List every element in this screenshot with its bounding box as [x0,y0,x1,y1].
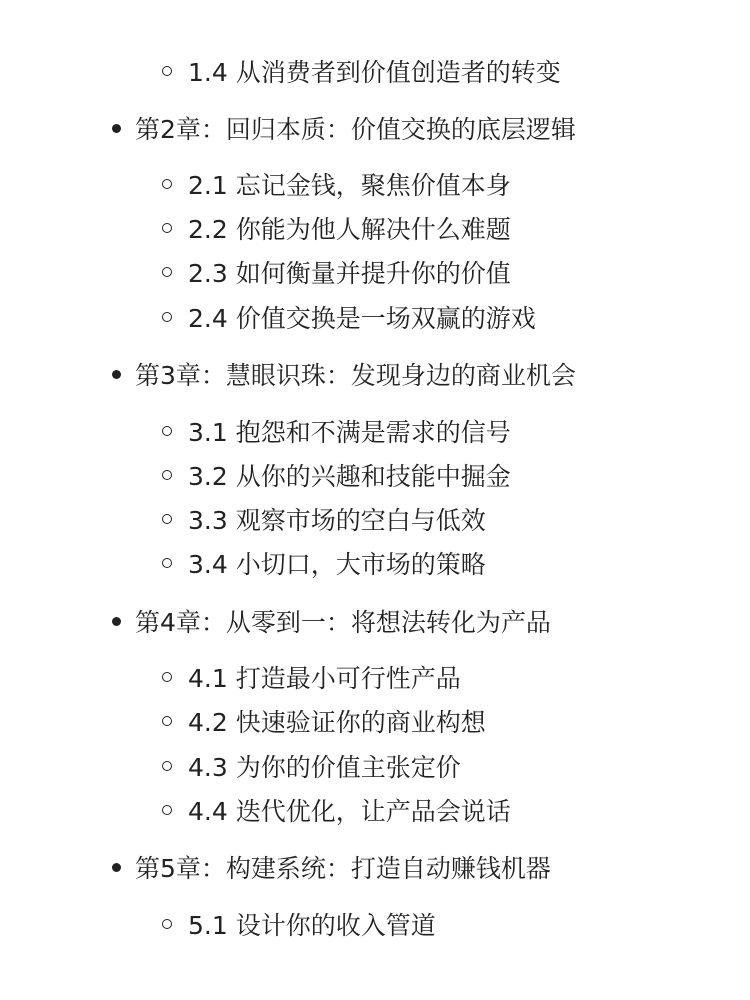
chapter-label: 第3章：慧眼识珠：发现身边的商业机会 [135,361,576,390]
section-label: 2.1 忘记金钱，聚焦价值本身 [188,171,511,200]
list-item-chapter [112,108,576,148]
list-item-chapter [112,601,551,641]
section-label: 1.4 从消费者到价值创造者的转变 [188,58,561,87]
list-item-section [162,790,511,830]
circle-bullet-icon [162,426,172,436]
disc-bullet-icon [112,863,121,872]
circle-bullet-icon [162,514,172,524]
list-item-section [162,455,511,495]
circle-bullet-icon [162,919,172,929]
list-item-section [162,297,536,337]
section-label: 4.4 迭代优化，让产品会说话 [188,797,511,826]
circle-bullet-icon [162,312,172,322]
list-item-chapter [112,354,576,394]
disc-bullet-icon [112,370,121,379]
list-item-section [162,657,461,697]
section-label: 4.3 为你的价值主张定价 [188,753,461,782]
section-label: 3.3 观察市场的空白与低效 [188,506,486,535]
list-item-section [162,164,511,204]
circle-bullet-icon [162,179,172,189]
section-label: 4.2 快速验证你的商业构想 [188,708,486,737]
list-item-section [162,252,511,292]
section-label: 2.4 价值交换是一场双赢的游戏 [188,304,536,333]
section-label: 2.2 你能为他人解决什么难题 [188,215,511,244]
chapter-label: 第4章：从零到一：将想法转化为产品 [135,608,551,637]
section-label: 3.4 小切口，大市场的策略 [188,550,486,579]
list-item-chapter [112,847,551,887]
list-item-section [162,411,511,451]
circle-bullet-icon [162,716,172,726]
list-item-section [162,904,436,944]
circle-bullet-icon [162,470,172,480]
section-label: 5.1 设计你的收入管道 [188,911,436,940]
list-item-section [162,499,486,539]
list-item-section [162,208,511,248]
list-item-section [162,746,461,786]
circle-bullet-icon [162,66,172,76]
circle-bullet-icon [162,761,172,771]
circle-bullet-icon [162,672,172,682]
circle-bullet-icon [162,267,172,277]
section-label: 3.2 从你的兴趣和技能中掘金 [188,462,511,491]
section-label: 3.1 抱怨和不满是需求的信号 [188,418,511,447]
circle-bullet-icon [162,558,172,568]
disc-bullet-icon [112,617,121,626]
chapter-label: 第2章：回归本质：价值交换的底层逻辑 [135,115,576,144]
section-label: 2.3 如何衡量并提升你的价值 [188,259,511,288]
section-label: 4.1 打造最小可行性产品 [188,664,461,693]
chapter-label: 第5章：构建系统：打造自动赚钱机器 [135,854,551,883]
list-item-section [162,701,486,741]
list-item-section [162,51,561,91]
circle-bullet-icon [162,223,172,233]
circle-bullet-icon [162,805,172,815]
disc-bullet-icon [112,124,121,133]
list-item-section [162,543,486,583]
